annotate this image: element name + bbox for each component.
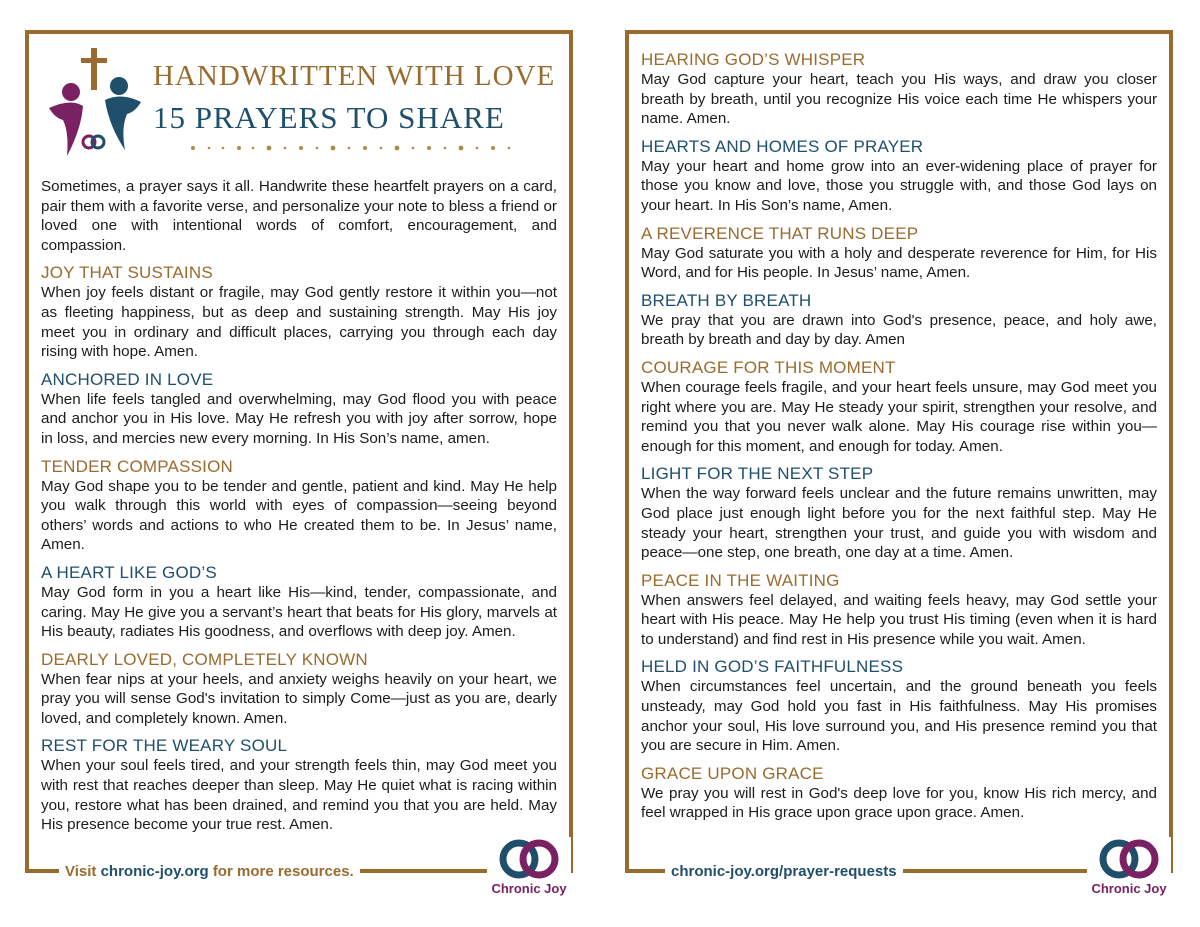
prayer-section	[641, 571, 1157, 650]
prayer-text: May God saturate you with a holy and desperate reverence for Him, for His Word, and for His people. In Jesus’ name, Amen.	[641, 244, 1157, 282]
footer-visit	[59, 862, 360, 882]
logo-label: Chronic Joy	[491, 881, 567, 896]
footer-prefix: Visit	[65, 863, 97, 880]
prayer-heading: GRACE UPON GRACE	[641, 763, 824, 783]
prayer-section	[41, 457, 557, 555]
prayer-text: When joy feels distant or fragile, may God gently restore it within you—not as fleeting happiness, but as deep and sustaining strength. May His joy meet you in ordinary and difficult places, carrying you through each day rising with hope. Amen.	[41, 284, 557, 361]
title-line-1: HANDWRITTEN WITH LOVE	[153, 60, 556, 92]
prayer-text: We pray you will rest in God's deep love for you, know His rich mercy, and feel wrapped in His grace upon grace upon grace. Amen.	[641, 784, 1157, 822]
prayer-heading: PEACE IN THE WAITING	[641, 570, 840, 590]
footer-link[interactable]: chronic-joy.org	[100, 863, 209, 880]
prayer-text: May God capture your heart, teach you His ways, and draw you closer breath by breath, until you recognize His voice each time He whispers your name. Amen.	[641, 71, 1157, 128]
footer-prayer-requests	[665, 862, 903, 882]
prayer-text: When your soul feels tired, and your strength feels thin, may God meet you with rest that reaches deeper than sleep. May He quiet what is racing within you, restore what has been drained, and remind you that you are held. May His presence become your true rest. Amen.	[41, 757, 557, 834]
prayer-text: We pray that you are drawn into God's presence, peace, and holy awe, breath by breath and day by day. Amen	[641, 311, 1157, 349]
prayer-section	[641, 358, 1157, 456]
prayer-heading: HEARING GOD’S WHISPER	[641, 50, 866, 69]
prayer-heading: ANCHORED IN LOVE	[41, 369, 214, 389]
title-block	[41, 42, 561, 170]
prayer-section	[641, 291, 1157, 350]
left-card	[25, 30, 573, 896]
prayer-heading: HEARTS AND HOMES OF PRAYER	[641, 136, 924, 156]
prayer-heading: BREATH BY BREATH	[641, 290, 812, 310]
prayer-text: When the way forward feels unclear and the future remains unwritten, may God place just enough light before you for the next faithful step. May He steady your heart, strengthen your trust, and guide you with wisdom and peace—one step, one breath, one day at a time. Amen.	[641, 485, 1157, 562]
praying-people-icon	[41, 46, 151, 164]
prayer-section	[41, 563, 557, 642]
prayer-text: When fear nips at your heels, and anxiety weighs heavily on your heart, we pray you will sense God's invitation to simply Come—just as you are, dearly loved, and completely known. Amen.	[41, 670, 557, 727]
prayer-section	[641, 50, 1157, 129]
footer-suffix: for more resources.	[212, 863, 354, 880]
prayer-text: When circumstances feel uncertain, and the ground beneath you feels unsteady, may God hold you fast in His faithfulness. May His promises anchor your soul, His love surround you, and His presence remind you that you are secure in Him. Amen.	[641, 678, 1157, 755]
prayer-section	[641, 764, 1157, 823]
prayer-text: May God shape you to be tender and gentle, patient and kind. May He help you walk through this world with eyes of compassion—seeing beyond others’ words and actions to who He created them to be. In Jesus’ name, Amen.	[41, 477, 557, 554]
prayer-heading: A HEART LIKE GOD’S	[41, 562, 217, 582]
prayer-text: May your heart and home grow into an ever-widening place of prayer for those you know and love, those you struggle with, and those God lays on your heart. In His Son’s name, Amen.	[641, 157, 1157, 214]
footer-link[interactable]: chronic-joy.org/prayer-requests	[671, 863, 897, 880]
intro-paragraph: Sometimes, a prayer says it all. Handwrite these heartfelt prayers on a card, pair them with a favorite verse, and personalize your note to bless a friend or loved one with intentional words of comfort, encouragement, and compassion.	[41, 178, 557, 254]
prayer-heading: DEARLY LOVED, COMPLETELY KNOWN	[41, 649, 368, 669]
prayer-heading: A REVERENCE THAT RUNS DEEP	[641, 223, 919, 243]
prayer-section	[41, 263, 557, 361]
chronic-joy-logo	[1087, 837, 1171, 899]
prayer-heading: HELD IN GOD’S FAITHFULNESS	[641, 657, 904, 677]
prayer-heading: JOY THAT SUSTAINS	[41, 263, 213, 283]
interlocking-rings-icon	[1087, 837, 1171, 881]
decorative-dots	[189, 142, 519, 154]
chronic-joy-logo	[487, 837, 571, 899]
prayer-heading: COURAGE FOR THIS MOMENT	[641, 357, 896, 377]
prayer-section	[41, 736, 557, 834]
prayer-section	[641, 464, 1157, 562]
prayer-text: When answers feel delayed, and waiting feels heavy, may God settle your heart with His peace. May He help you trust His timing (even when it is hard to understand) and find rest in His presence while you wait. Amen.	[641, 591, 1157, 648]
prayer-text: When courage feels fragile, and your heart feels unsure, may God meet you right where you are. May He steady your spirit, strengthen your resolve, and remind you that you never walk alone. May His courage rise within you—enough for this moment, and enough for today. Amen.	[641, 378, 1157, 455]
logo-label: Chronic Joy	[1091, 881, 1167, 896]
prayer-section	[41, 370, 557, 449]
prayer-text: When life feels tangled and overwhelming, may God flood you with peace and anchor you in His love. May He refresh you with joy after sorrow, hope in loss, and mercies new every morning. In His Son’s name, amen.	[41, 390, 557, 447]
right-card	[625, 30, 1173, 896]
left-content	[41, 177, 557, 843]
prayer-heading: REST FOR THE WEARY SOUL	[41, 736, 288, 756]
prayer-section	[641, 137, 1157, 216]
prayer-heading: LIGHT FOR THE NEXT STEP	[641, 464, 874, 484]
prayer-section	[641, 657, 1157, 755]
prayer-section	[41, 650, 557, 729]
interlocking-rings-icon	[487, 837, 571, 881]
right-content	[641, 50, 1157, 831]
prayer-text: May God form in you a heart like His—kind, tender, compassionate, and caring. May He give you a servant’s heart that beats for His glory, marvels at His beauty, radiates His goodness, and overflows with deep joy. Amen.	[41, 583, 557, 641]
prayer-section	[641, 224, 1157, 283]
title-line-2: 15 PRAYERS TO SHARE	[153, 100, 505, 135]
prayer-heading: TENDER COMPASSION	[41, 456, 233, 476]
